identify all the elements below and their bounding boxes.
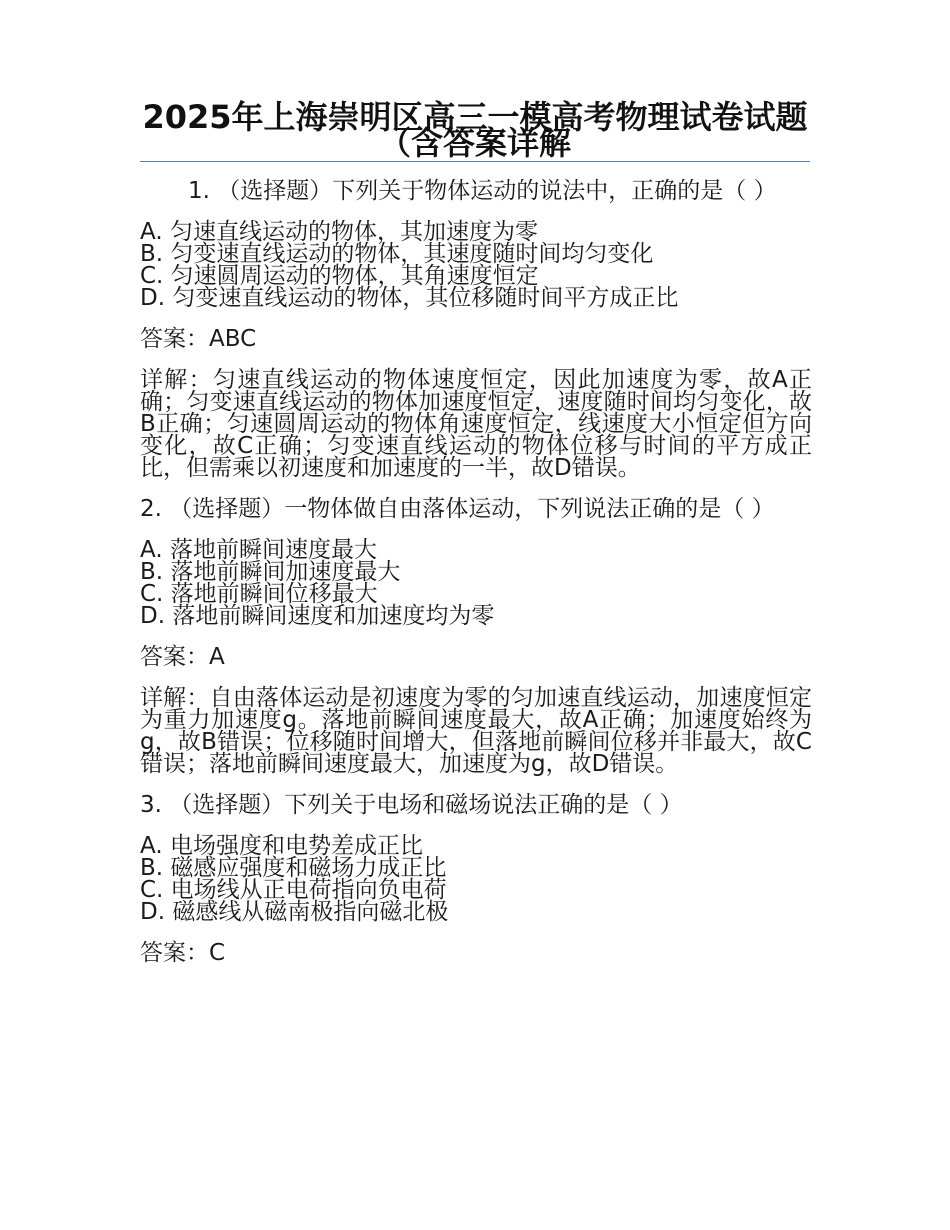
document-title: 2025年上海崇明区高三一模高考物理试卷试题（含答案详解 xyxy=(142,98,808,162)
question-3-text: （选择题）下列关于电场和磁场说法正确的是（ ） xyxy=(169,792,683,818)
question-2-option-a: A. 落地前瞬间速度最大 xyxy=(140,537,377,563)
question-3-stem xyxy=(140,794,812,816)
question-3-option-d: D. 磁感线从磁南极指向磁北极 xyxy=(140,899,449,925)
question-1-explanation: 详解：匀速直线运动的物体速度恒定，因此加速度为零，故A正确；匀变速直线运动的物体加速度恒定，速度随时间均匀变化，故B正确；匀速圆周运动的物体角速度恒定，线速度大小恒定但方向变化，故C正确；匀变速直线运动的物体位移与时间的平方成正比，但需乘以初速度和加速度的一半，故D错误。 xyxy=(140,367,812,481)
question-2-text: （选择题）一物体做自由落体运动，下列说法正确的是（ ） xyxy=(169,496,775,522)
question-2-option-c: C. 落地前瞬间位移最大 xyxy=(140,581,378,607)
question-3-option-a: A. 电场强度和电势差成正比 xyxy=(140,833,423,859)
question-3-answer: 答案：C xyxy=(140,940,226,966)
document-body xyxy=(140,180,812,983)
question-2-explanation: 详解：自由落体运动是初速度为零的匀加速直线运动，加速度恒定为重力加速度g。落地前瞬间速度最大，故A正确；加速度始终为g，故B错误；位移随时间增大，但落地前瞬间位移并非最大，故C错误；落地前瞬间速度最大，加速度为g，故D错误。 xyxy=(140,685,812,777)
question-2-number: 2. xyxy=(140,496,162,522)
question-2-stem xyxy=(140,498,812,520)
question-2-answer: 答案：A xyxy=(140,644,225,670)
question-1-answer: 答案：ABC xyxy=(140,326,257,352)
question-1-stem xyxy=(140,180,812,202)
question-1-option-b: B. 匀变速直线运动的物体，其速度随时间均匀变化 xyxy=(140,241,654,267)
question-3-option-b: B. 磁感应强度和磁场力成正比 xyxy=(140,855,447,881)
question-1-option-a: A. 匀速直线运动的物体，其加速度为零 xyxy=(140,219,538,245)
question-2-option-b: B. 落地前瞬间加速度最大 xyxy=(140,559,401,585)
question-3-options xyxy=(140,835,812,923)
question-2-option-d: D. 落地前瞬间速度和加速度均为零 xyxy=(140,603,495,629)
question-1-number: 1. xyxy=(188,178,210,204)
question-3-number: 3. xyxy=(140,792,162,818)
question-1-option-d: D. 匀变速直线运动的物体，其位移随时间平方成正比 xyxy=(140,285,679,311)
question-2-options xyxy=(140,539,812,627)
question-1-text: （选择题）下列关于物体运动的说法中，正确的是（ ） xyxy=(217,178,777,204)
title-divider xyxy=(140,161,810,162)
question-1-option-c: C. 匀速圆周运动的物体，其角速度恒定 xyxy=(140,263,539,289)
question-3-option-c: C. 电场线从正电荷指向负电荷 xyxy=(140,877,447,903)
question-1-options xyxy=(140,221,812,309)
